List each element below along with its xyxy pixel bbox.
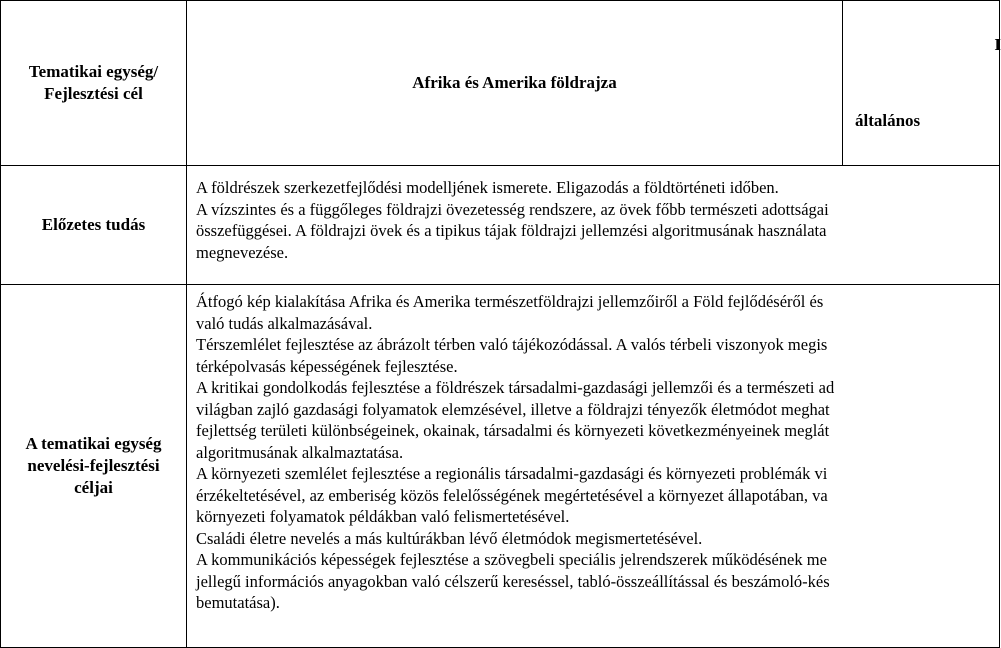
goals-line: jellegű információs anyagokban való célszerű kereséssel, tabló-összeállítással és beszámoló-kés <box>196 571 830 591</box>
goals-line: fejlettség területi különbségeinek, okainak, társadalmi és környezeti következményeinek meglát <box>196 421 830 440</box>
prior-knowledge-line: összefüggései. A földrajzi övek és a tipikus tájak földrajzi jellemzési algoritmusának használata <box>196 221 827 240</box>
goals-line: érzékeltetésével, az emberiség közös felelősségének megértetésével a környezet állapotában, va <box>196 485 828 505</box>
unit-title: Afrika és Amerika földrajza <box>412 73 617 92</box>
hours-label-top: I <box>994 35 1001 54</box>
goals-label-line-1: A tematikai egység <box>25 434 162 453</box>
unit-title-cell <box>187 1 843 166</box>
unit-label-line-1: Tematikai egység/ <box>28 62 159 81</box>
prior-knowledge-line: A földrészek szerkezetfejlődési modelljének ismerete. Eligazodás a földtörténeti időben. <box>196 178 779 197</box>
goals-line: való tudás alkalmazásával. <box>196 313 373 333</box>
header-row <box>1 1 1000 166</box>
goals-row <box>1 285 1000 648</box>
goals-label-cell <box>1 285 187 648</box>
prior-knowledge-content <box>187 166 1000 285</box>
prior-knowledge-line: megnevezése. <box>196 242 289 262</box>
hours-label-bottom: általános <box>855 111 921 130</box>
prior-knowledge-label: Előzetes tudás <box>41 215 146 234</box>
goals-line: A kritikai gondolkodás fejlesztése a földrészek társadalmi-gazdasági jellemzői és a természeti ad <box>196 378 835 397</box>
goals-line: térképolvasás képességének fejlesztése. <box>196 356 458 376</box>
prior-knowledge-label-cell <box>1 166 187 285</box>
goals-line: Átfogó kép kialakítása Afrika és Amerika természetföldrajzi jellemzőiről a Föld fejlődéséről és <box>196 292 824 311</box>
goals-label-line-2: nevelési-fejlesztési <box>27 456 160 475</box>
hours-cell <box>843 1 1000 166</box>
prior-knowledge-row <box>1 166 1000 285</box>
goals-line: Családi életre nevelés a más kultúrákban lévő életmódok megismertetésével. <box>196 528 703 548</box>
goals-line: világban zajló gazdasági folyamatok elemzésével, illetve a földrajzi tényezők életmódot meghat <box>196 399 830 419</box>
prior-knowledge-line: A vízszintes és a függőleges földrajzi övezetesség rendszere, az övek főbb természeti adottságai <box>196 199 829 219</box>
unit-label-cell <box>1 1 187 166</box>
goals-content <box>187 285 1000 648</box>
goals-label-line-3: céljai <box>74 478 113 497</box>
goals-line: Térszemlélet fejlesztése az ábrázolt térben való tájékozódással. A valós térbeli viszonyok megis <box>196 335 828 354</box>
goals-line: algoritmusának alkalmaztatása. <box>196 442 404 462</box>
goals-line: környezeti folyamatok példákban való felismertetésével. <box>196 507 570 526</box>
goals-line: A környezeti szemlélet fejlesztése a regionális társadalmi-gazdasági és környezeti problémák vi <box>196 464 828 483</box>
goals-line: A kommunikációs képességek fejlesztése a szövegbeli speciális jelrendszerek működésének me <box>196 550 827 569</box>
goals-line: bemutatása). <box>196 593 280 612</box>
unit-label-line-2: Fejlesztési cél <box>44 84 143 103</box>
